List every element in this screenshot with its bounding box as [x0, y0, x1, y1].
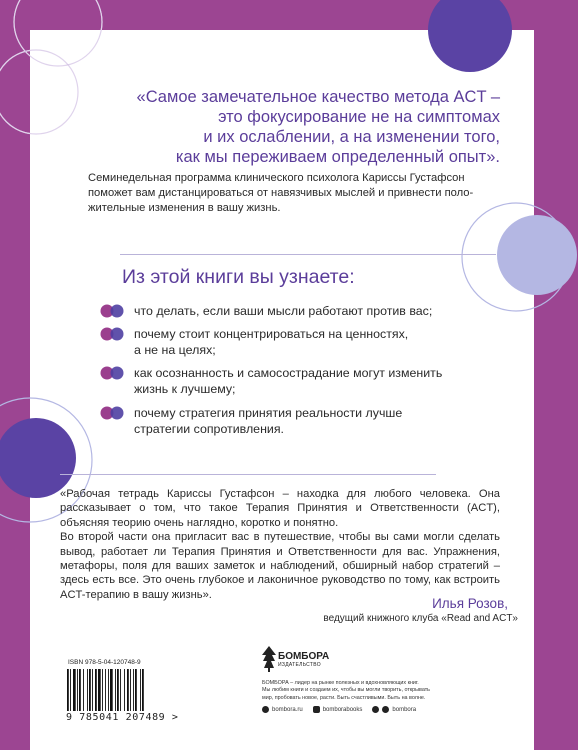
bullet-dots-icon	[100, 366, 126, 380]
barcode-bar	[130, 669, 131, 711]
barcode-bar	[87, 669, 88, 711]
review-author: Илья Розов,	[432, 596, 508, 611]
publisher-subtitle: ИЗДАТЕЛЬСТВО	[278, 662, 321, 668]
learn-item-text: стратегии сопротивления.	[134, 422, 284, 436]
quote-line: «Самое замечательное качество метода ACT –	[136, 88, 500, 106]
divider-bottom	[60, 474, 436, 475]
barcode-bar	[117, 669, 119, 711]
barcode-bar	[102, 669, 103, 711]
telegram-icon	[382, 706, 389, 713]
barcode-bar	[140, 669, 141, 711]
barcode-bar	[142, 669, 144, 711]
barcode-bar	[127, 669, 129, 711]
publisher-desc-line: БОМБОРА – лидер на рынке полезных и вдохновляющих книг.	[262, 680, 419, 686]
publisher-name: БОМБОРА	[278, 651, 330, 662]
learn-item-text: что делать, если ваши мысли работают против вас;	[134, 304, 433, 318]
quote-block	[80, 87, 500, 167]
review-paragraph: Во второй части она пригласит вас в путешествие, чтобы вы сами могли сделать вывод, работает ли Терапия Принятия и Ответственности для вас. Упражнения, метафоры, поля для ваших заметок и наблюдений, обширный набор стратегий – здесь есть все. Это очень глубокое и лаконичное руководство по тому, как встроить ACT-терапию в вашу жизнь».	[60, 531, 500, 601]
barcode-bar	[133, 669, 134, 711]
barcode-bar	[135, 669, 137, 711]
social-icon	[313, 706, 320, 713]
learn-heading: Из этой книги вы узнаете:	[122, 266, 355, 288]
barcode-bar	[73, 669, 76, 711]
quote-line: и их ослаблении, а на изменении того,	[203, 128, 500, 146]
review-quote	[60, 487, 500, 602]
divider-top	[120, 254, 496, 255]
barcode-bar	[98, 669, 101, 711]
barcode-bar	[115, 669, 116, 711]
intro-paragraph	[88, 171, 498, 216]
messenger-link[interactable]: bombora	[372, 706, 416, 713]
publisher-desc-line: Мы любим книги и создаем их, чтобы вы могли творить, открывать	[262, 687, 430, 694]
barcode-image	[66, 669, 170, 711]
messenger-icon	[372, 706, 379, 713]
barcode-bar	[110, 669, 113, 711]
review-author-role: ведущий книжного клуба «Read and ACT»	[323, 613, 518, 624]
bullet-dots-icon	[100, 327, 126, 341]
website-link[interactable]: bombora.ru	[262, 706, 303, 713]
intro-line: поможет вам дистанцироваться от навязчивых мыслей и привнести поло-	[88, 187, 474, 199]
learn-item-text: а не на целях;	[134, 343, 216, 357]
barcode-bar	[89, 669, 91, 711]
globe-icon	[262, 706, 269, 713]
barcode-bar	[67, 669, 69, 711]
barcode-number: 9 785041 207489 >	[66, 712, 179, 723]
publisher-description	[262, 680, 522, 702]
barcode-bar	[70, 669, 71, 711]
publisher-links	[262, 706, 416, 713]
review-paragraph: «Рабочая тетрадь Кариссы Густафсон – находка для любого человека. Она рассказывает о том, что такое Терапия Принятия и Ответственности (ACT), объясняя теорию очень наглядно, коротко и понятно.	[60, 488, 500, 529]
learn-item-text: почему стратегия принятия реальности лучше	[134, 406, 403, 420]
bullet-dots-icon	[100, 406, 126, 420]
barcode-bar	[95, 669, 97, 711]
intro-line: жительные изменения в вашу жизнь.	[88, 202, 281, 214]
barcode-bar	[108, 669, 109, 711]
bombora-logo-icon	[262, 646, 276, 672]
quote-line: как мы переживаем определенный опыт».	[175, 148, 500, 166]
intro-line: Семинедельная программа клинического психолога Кариссы Густафсон	[88, 172, 465, 184]
barcode-bar	[124, 669, 125, 711]
quote-line: это фокусирование не на симптомах	[218, 108, 500, 126]
barcode-bar	[120, 669, 121, 711]
bullet-dots-icon	[100, 304, 126, 318]
barcode-bar	[77, 669, 78, 711]
isbn-text: ISBN 978-5-04-120748-9	[68, 659, 141, 666]
social-link[interactable]: bomborabooks	[313, 706, 363, 713]
learn-item-text: жизнь к лучшему;	[134, 382, 236, 396]
barcode-bar	[79, 669, 81, 711]
barcode-bar	[92, 669, 93, 711]
barcode-bar	[105, 669, 106, 711]
barcode-bar	[83, 669, 84, 711]
learn-item-text: как осознанность и самосострадание могут изменить	[134, 366, 443, 380]
learn-item-text: почему стоит концентрироваться на ценностях,	[134, 327, 409, 341]
publisher-desc-line: мир, пробовать новое, расти. Быть счастливыми. Быть на волне.	[262, 694, 426, 701]
